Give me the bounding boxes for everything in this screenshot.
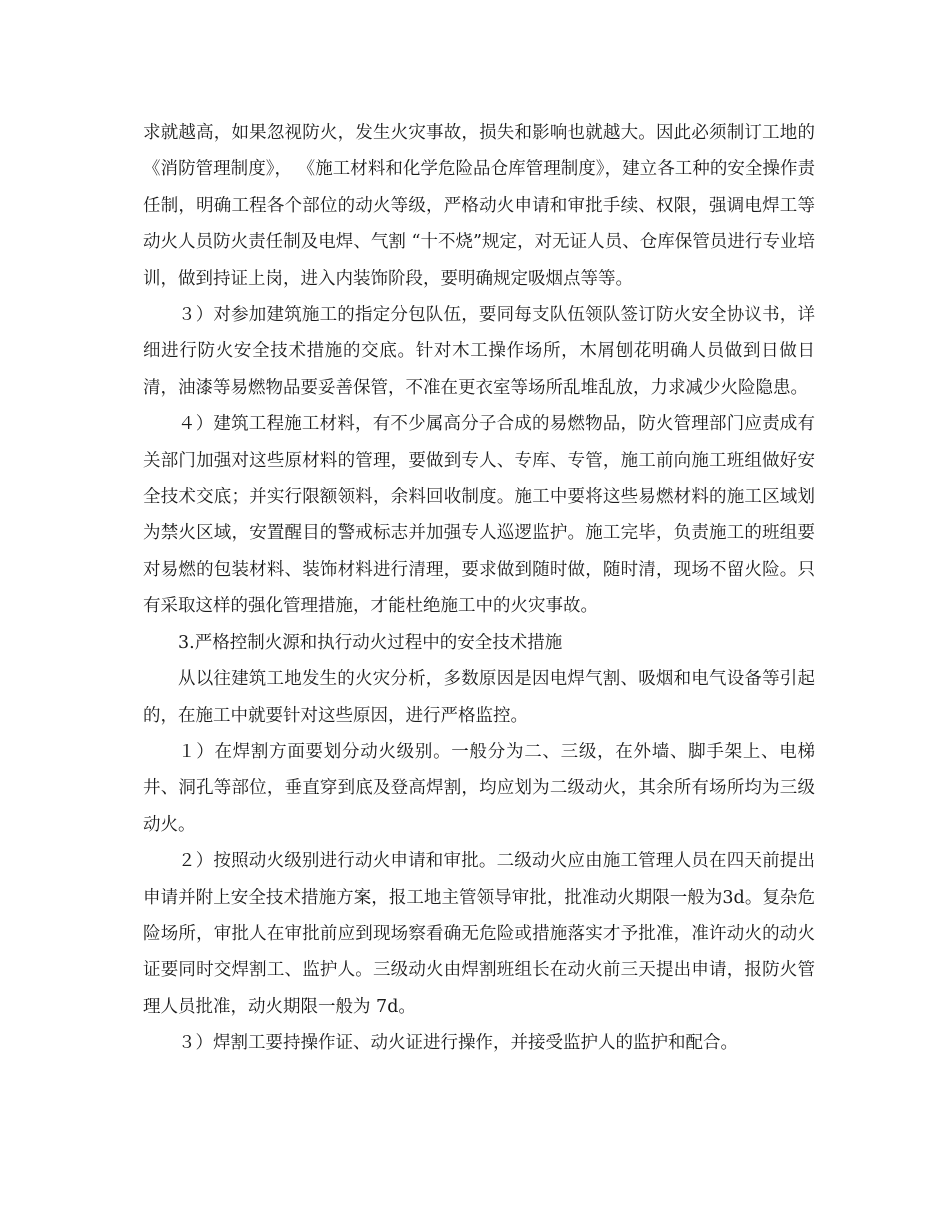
paragraph-intro: 从以往建筑工地发生的火灾分析，多数原因是因电焊气割、吸烟和电气设备等引起的，在施工中就要针对这些原因，进行严格监控。 [143, 669, 815, 726]
paragraph-item-1: １）在焊割方面要划分动火级别。一般分为二、三级，在外墙、脚手架上、电梯井、洞孔等部位，垂直穿到底及登高焊割，均应划为二级动火，其余所有场所均为三级动火。 [143, 741, 815, 835]
paragraph-item-4: ４）建筑工程施工材料，有不少属高分子合成的易燃物品，防火管理部门应责成有关部门加强对这些原材料的管理，要做到专人、专库、专管，施工前向施工班组做好安全技术交底；并实行限额领料，余料回收制度。施工中要将这些易燃材料的施工区域划为禁火区域，安置醒目的警戒标志并加强专人巡逻监护。施工完毕，负责施工的班组要对易燃的包装材料、装饰材料进行清理，要求做到随时做，随时清，现场不留火险。只有采取这样的强化管理措施，才能杜绝施工中的火灾事故。 [143, 414, 815, 617]
document-page [143, 115, 815, 1062]
paragraph-continuation: 求就越高，如果忽视防火，发生火灾事故，损失和影响也就越大。因此必须制订工地的 《消防管理制度》， 《施工材料和化学危险品仓库管理制度》，建立各工种的安全操作责任制，明确工程各个部位的动火等级，严格动火申请和审批手续、权限，强调电焊工等动火人员防火责任制及电焊、气割 “十不烧”规定，对无证人员、仓库保管员进行专业培训，做到持证上岗，进入内装饰阶段，要明确规定吸烟点等等。 [143, 123, 815, 289]
paragraph-item-3: ３）对参加建筑施工的指定分包队伍，要同每支队伍领队签订防火安全协议书，详细进行防火安全技术措施的交底。针对木工操作场所，木屑刨花明确人员做到日做日清，油漆等易燃物品要妥善保管，不准在更衣室等场所乱堆乱放，力求减少火险隐患。 [143, 305, 815, 398]
section-heading: 3.严格控制火源和执行动火过程中的安全技术措施 [178, 632, 563, 653]
paragraph-item-3b: ３）焊割工要持操作证、动火证进行操作，并接受监护人的监护和配合。 [178, 1033, 738, 1054]
paragraph-item-2: ２）按照动火级别进行动火申请和审批。二级动火应由施工管理人员在四天前提出申请并附上安全技术措施方案，报工地主管领导审批，批准动火期限一般为3d。复杂危险场所，审批人在审批前应到现场察看确无危险或措施落实才予批准，准许动火的动火证要同时交焊割工、监护人。三级动火由焊割班组长在动火前三天提出申请，报防火管理人员批准，动火期限一般为 7d。 [143, 851, 815, 1017]
